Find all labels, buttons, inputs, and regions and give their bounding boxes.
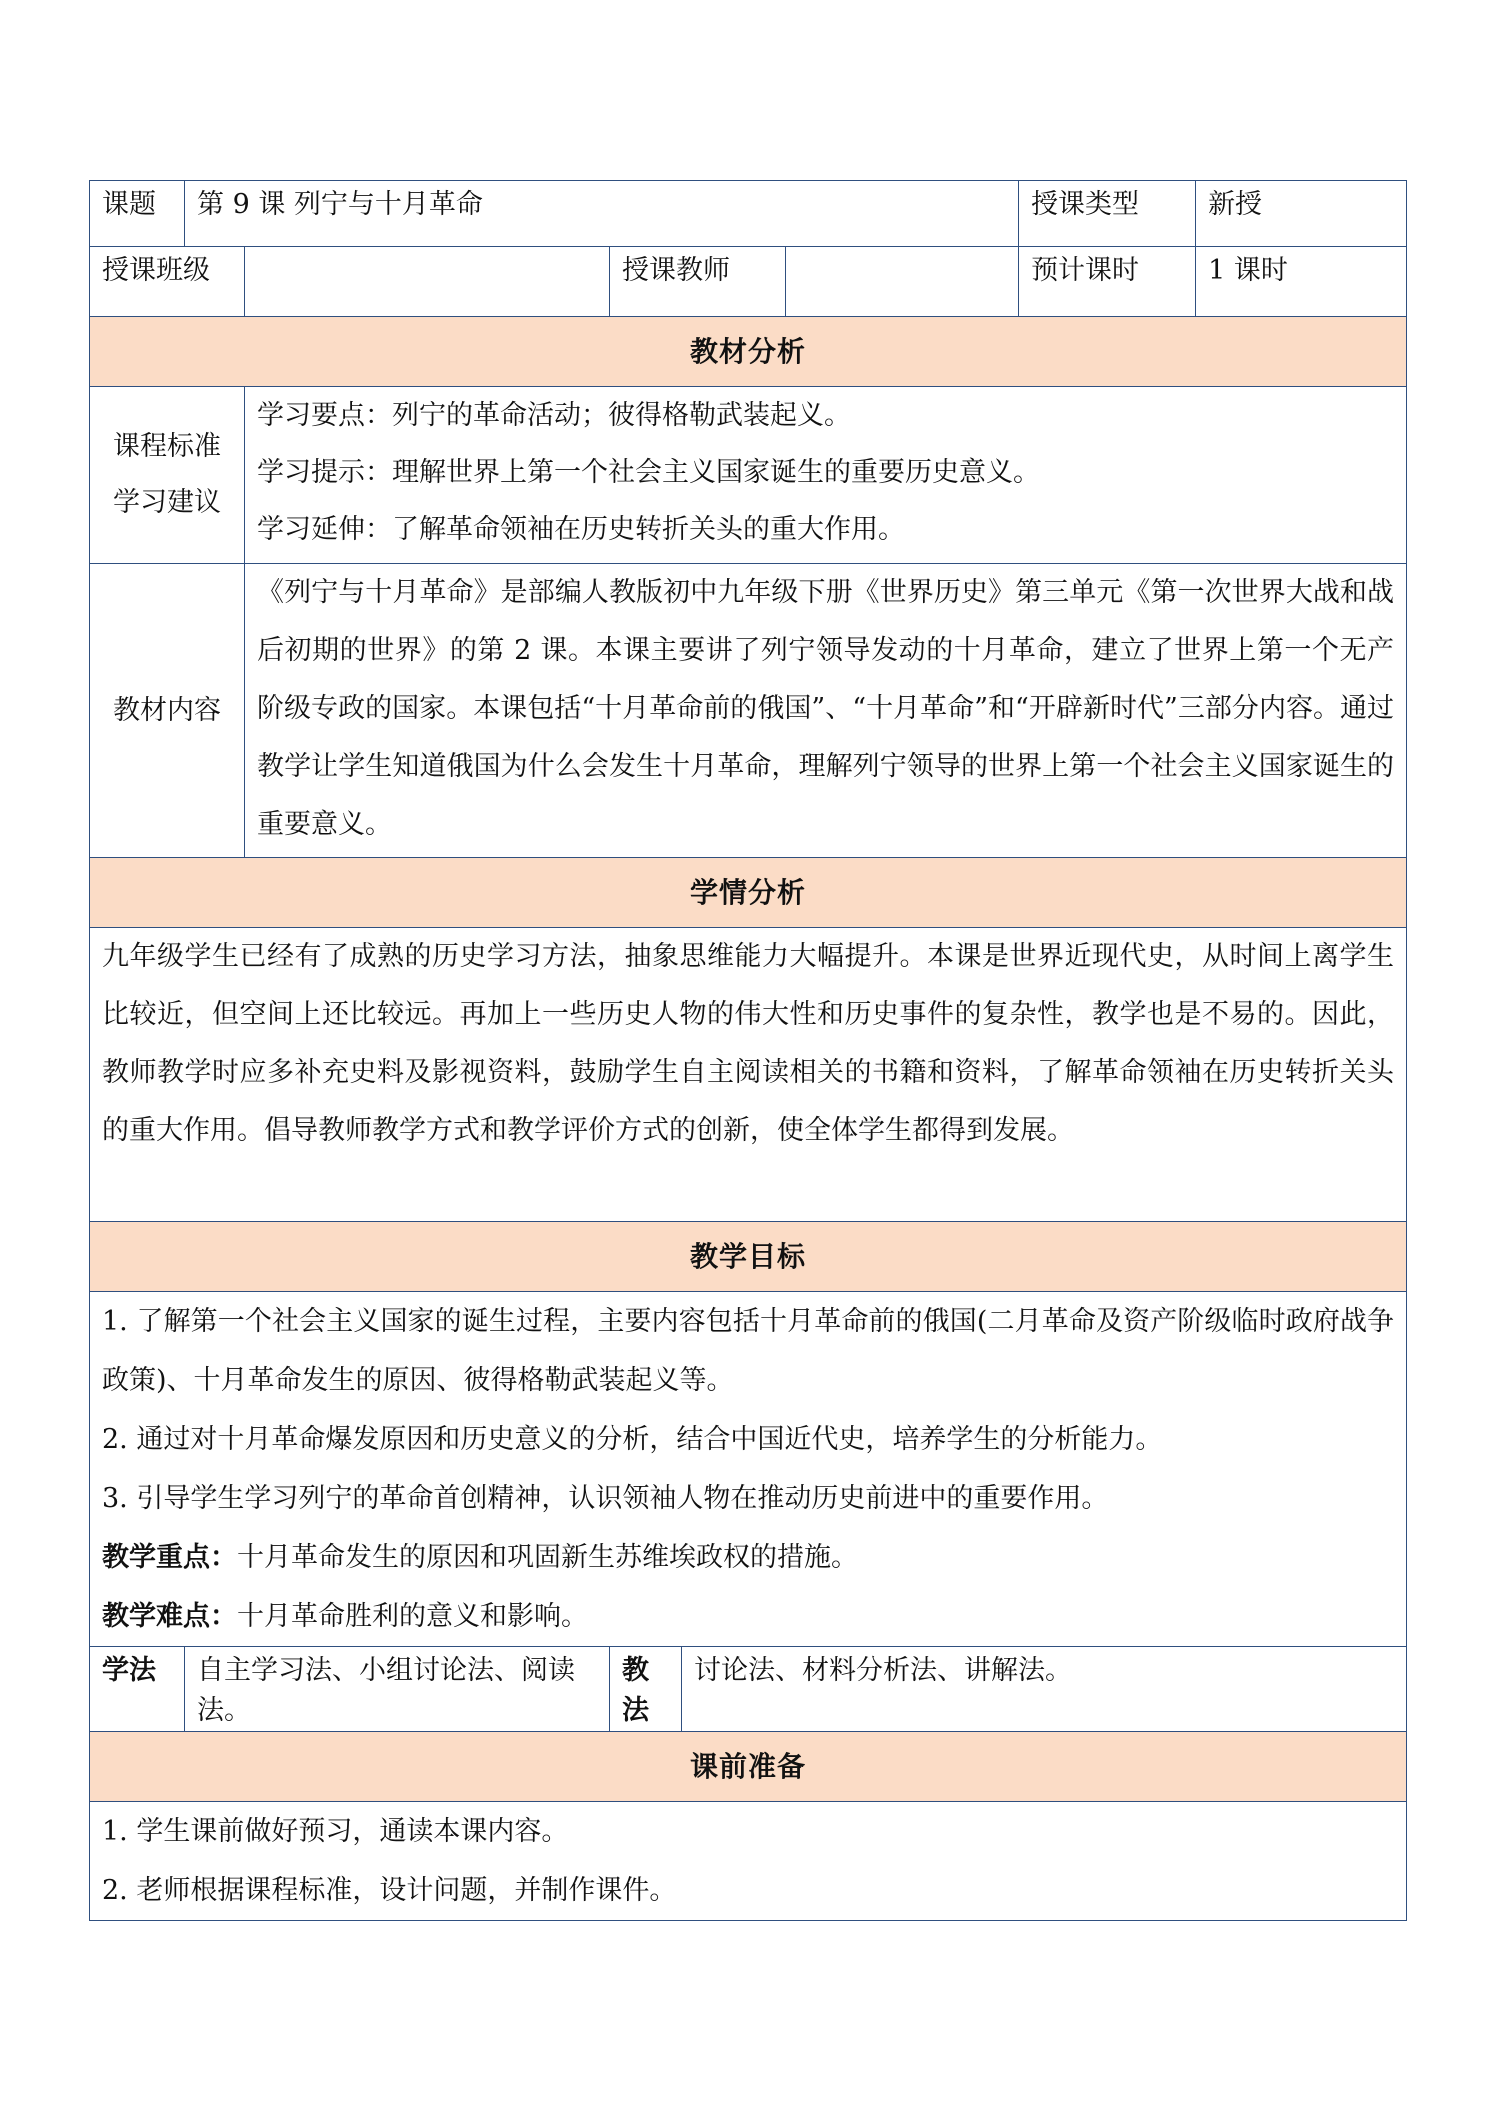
curriculum-standard-label bbox=[90, 387, 245, 564]
curriculum-standard-row bbox=[90, 387, 1407, 564]
class-row bbox=[90, 247, 1407, 317]
objectives-row bbox=[90, 1292, 1407, 1647]
curriculum-standard-label-line1: 课程标准 bbox=[113, 431, 221, 462]
student-analysis-title: 学情分析 bbox=[90, 858, 1407, 928]
topic-label: 课题 bbox=[90, 181, 185, 247]
curriculum-standard-content bbox=[245, 387, 1407, 564]
preparation-header-row bbox=[90, 1732, 1407, 1802]
difficulty-label: 教学难点： bbox=[102, 1601, 237, 1632]
standard-item: 学习提示：理解世界上第一个社会主义国家诞生的重要历史意义。 bbox=[257, 457, 1040, 488]
class-label: 授课班级 bbox=[90, 247, 245, 317]
difficulty-text: 十月革命胜利的意义和影响。 bbox=[237, 1601, 588, 1632]
textbook-analysis-title: 教材分析 bbox=[90, 317, 1407, 387]
objective-item: 2. 通过对十月革命爆发原因和历史意义的分析，结合中国近代史，培养学生的分析能力。 bbox=[102, 1424, 1163, 1455]
hours-label: 预计课时 bbox=[1019, 247, 1196, 317]
difficulty-point bbox=[102, 1587, 1394, 1646]
textbook-content-row bbox=[90, 564, 1407, 858]
topic-row bbox=[90, 181, 1407, 247]
key-point bbox=[102, 1528, 1394, 1587]
textbook-analysis-header-row bbox=[90, 317, 1407, 387]
student-analysis-header-row bbox=[90, 858, 1407, 928]
methods-row bbox=[90, 1647, 1407, 1732]
class-value bbox=[245, 247, 610, 317]
objectives-header-row bbox=[90, 1222, 1407, 1292]
lesson-plan-table bbox=[89, 180, 1407, 1921]
hours-value: 1 课时 bbox=[1196, 247, 1407, 317]
student-analysis-text: 九年级学生已经有了成熟的历史学习方法，抽象思维能力大幅提升。本课是世界近现代史，从时间上离学生比较近，但空间上还比较远。再加上一些历史人物的伟大性和历史事件的复杂性，教学也是不易的。因此，教师教学时应多补充史料及影视资料，鼓励学生自主阅读相关的书籍和资料，了解革命领袖在历史转折关头的重大作用。倡导教师教学方式和教学评价方式的创新，使全体学生都得到发展。 bbox=[90, 928, 1407, 1222]
standard-item: 学习要点：列宁的革命活动；彼得格勒武装起义。 bbox=[257, 400, 851, 431]
textbook-content-text: 《列宁与十月革命》是部编人教版初中九年级下册《世界历史》第三单元《第一次世界大战和战后初期的世界》的第 2 课。本课主要讲了列宁领导发动的十月革命，建立了世界上第一个无产阶级专政的国家。本课包括“十月革命前的俄国”、“十月革命”和“开辟新时代”三部分内容。通过教学让学生知道俄国为什么会发生十月革命，理解列宁领导的世界上第一个社会主义国家诞生的重要意义。 bbox=[245, 564, 1407, 858]
preparation-content bbox=[90, 1802, 1407, 1921]
key-point-label: 教学重点： bbox=[102, 1542, 237, 1573]
objective-item: 1. 了解第一个社会主义国家的诞生过程，主要内容包括十月革命前的俄国(二月革命及资产阶级临时政府战争政策)、十月革命发生的原因、彼得格勒武装起义等。 bbox=[102, 1306, 1395, 1396]
objective-item: 3. 引导学生学习列宁的革命首创精神，认识领袖人物在推动历史前进中的重要作用。 bbox=[102, 1483, 1109, 1514]
topic-value: 第 9 课 列宁与十月革命 bbox=[185, 181, 1019, 247]
preparation-item: 2. 老师根据课程标准，设计问题，并制作课件。 bbox=[102, 1875, 677, 1906]
learning-method-label: 学法 bbox=[90, 1647, 185, 1732]
student-analysis-row bbox=[90, 928, 1407, 1222]
type-label: 授课类型 bbox=[1019, 181, 1196, 247]
teaching-method-value: 讨论法、材料分析法、讲解法。 bbox=[682, 1647, 1407, 1732]
teacher-value bbox=[786, 247, 1019, 317]
preparation-title: 课前准备 bbox=[90, 1732, 1407, 1802]
textbook-content-label: 教材内容 bbox=[90, 564, 245, 858]
curriculum-standard-label-line2: 学习建议 bbox=[113, 487, 221, 518]
preparation-row bbox=[90, 1802, 1407, 1921]
standard-item: 学习延伸：了解革命领袖在历史转折关头的重大作用。 bbox=[257, 514, 905, 545]
objectives-title: 教学目标 bbox=[90, 1222, 1407, 1292]
preparation-item: 1. 学生课前做好预习，通读本课内容。 bbox=[102, 1816, 569, 1847]
learning-method-value: 自主学习法、小组讨论法、阅读法。 bbox=[185, 1647, 610, 1732]
objectives-content bbox=[90, 1292, 1407, 1647]
teacher-label: 授课教师 bbox=[610, 247, 786, 317]
key-point-text: 十月革命发生的原因和巩固新生苏维埃政权的措施。 bbox=[237, 1542, 858, 1573]
teaching-method-label: 教法 bbox=[610, 1647, 682, 1732]
type-value: 新授 bbox=[1196, 181, 1407, 247]
